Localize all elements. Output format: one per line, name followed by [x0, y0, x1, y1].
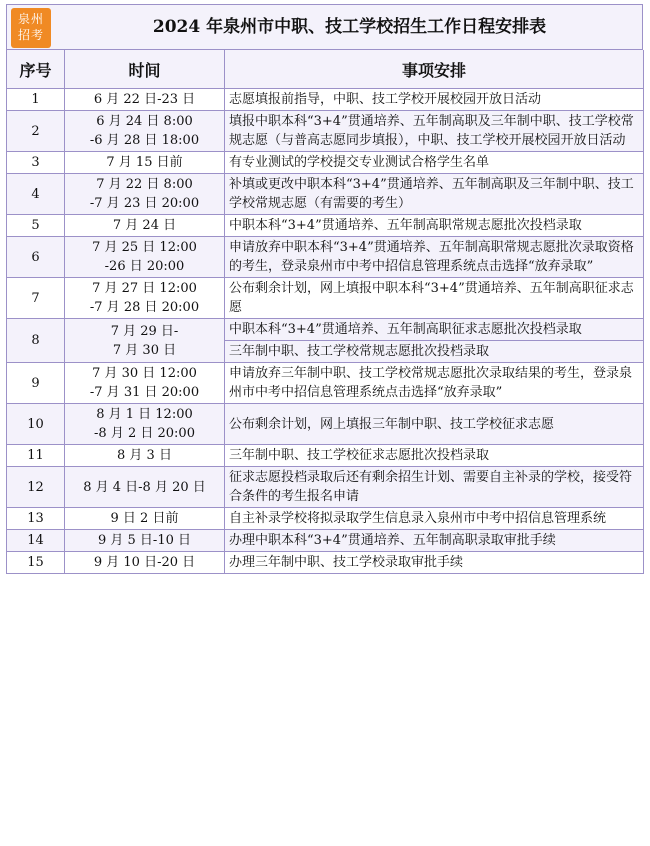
row-item: 办理三年制中职、技工学校录取审批手续: [225, 552, 644, 574]
row-time: 7 月 22 日 8:00 -7 月 23 日 20:00: [65, 174, 225, 215]
row-item: 申请放弃中职本科“3+4”贯通培养、五年制高职常规志愿批次录取资格的考生，登录泉州市中考中招信息管理系统点击选择“放弃录取”: [225, 237, 644, 278]
logo-line-2: 招考: [17, 28, 44, 42]
row-item: 申请放弃三年制中职、技工学校常规志愿批次录取结果的考生，登录泉州市中考中招信息管理系统点击选择“放弃录取”: [225, 363, 644, 404]
row-item: 中职本科“3+4”贯通培养、五年制高职征求志愿批次投档录取: [225, 319, 644, 341]
row-time: 9 月 10 日-20 日: [65, 552, 225, 574]
row-item: 三年制中职、技工学校常规志愿批次投档录取: [225, 341, 644, 363]
table-body: [7, 89, 644, 574]
table-row: [7, 89, 644, 111]
table-row: [7, 215, 644, 237]
row-item: 自主补录学校将拟录取学生信息录入泉州市中考中招信息管理系统: [225, 508, 644, 530]
table-row: [7, 111, 644, 152]
row-number: 10: [7, 404, 65, 445]
table-row: [7, 530, 644, 552]
column-header-item: 事项安排: [225, 50, 644, 89]
row-time: 8 月 1 日 12:00 -8 月 2 日 20:00: [65, 404, 225, 445]
table-row: [7, 404, 644, 445]
row-time: 9 日 2 日前: [65, 508, 225, 530]
table-row: [7, 467, 644, 508]
row-time: 7 月 29 日- 7 月 30 日: [65, 319, 225, 363]
title-bar: [6, 4, 643, 50]
row-item: 填报中职本科“3+4”贯通培养、五年制高职及三年制中职、技工学校常规志愿（与普高志愿同步填报），中职、技工学校开展校园开放日活动: [225, 111, 644, 152]
row-number: 8: [7, 319, 65, 363]
row-time: 8 月 4 日-8 月 20 日: [65, 467, 225, 508]
row-item: 办理中职本科“3+4”贯通培养、五年制高职录取审批手续: [225, 530, 644, 552]
schedule-document: [6, 4, 643, 574]
row-item: 补填或更改中职本科“3+4”贯通培养、五年制高职及三年制中职、技工学校常规志愿（有需要的考生）: [225, 174, 644, 215]
row-number: 13: [7, 508, 65, 530]
column-header-time: 时间: [65, 50, 225, 89]
row-time: 7 月 24 日: [65, 215, 225, 237]
schedule-table: [6, 50, 644, 574]
logo: [11, 8, 51, 48]
row-item: 志愿填报前指导，中职、技工学校开展校园开放日活动: [225, 89, 644, 111]
row-item: 三年制中职、技工学校征求志愿批次投档录取: [225, 445, 644, 467]
row-number: 6: [7, 237, 65, 278]
row-number: 7: [7, 278, 65, 319]
row-time: 7 月 15 日前: [65, 152, 225, 174]
column-header-no: 序号: [7, 50, 65, 89]
row-number: 14: [7, 530, 65, 552]
row-time: 8 月 3 日: [65, 445, 225, 467]
logo-line-1: 泉州: [17, 12, 44, 26]
table-row: [7, 174, 644, 215]
row-time: 9 月 5 日-10 日: [65, 530, 225, 552]
row-number: 3: [7, 152, 65, 174]
table-row: [7, 237, 644, 278]
row-time: 6 月 24 日 8:00 -6 月 28 日 18:00: [65, 111, 225, 152]
row-item: 中职本科“3+4”贯通培养、五年制高职常规志愿批次投档录取: [225, 215, 644, 237]
row-item: 有专业测试的学校提交专业测试合格学生名单: [225, 152, 644, 174]
row-number: 12: [7, 467, 65, 508]
table-row: [7, 363, 644, 404]
row-number: 5: [7, 215, 65, 237]
row-number: 1: [7, 89, 65, 111]
header-row: [7, 50, 644, 89]
row-number: 9: [7, 363, 65, 404]
row-number: 15: [7, 552, 65, 574]
row-time: 6 月 22 日-23 日: [65, 89, 225, 111]
row-number: 11: [7, 445, 65, 467]
row-number: 2: [7, 111, 65, 152]
row-time: 7 月 27 日 12:00 -7 月 28 日 20:00: [65, 278, 225, 319]
row-time: 7 月 25 日 12:00 -26 日 20:00: [65, 237, 225, 278]
row-number: 4: [7, 174, 65, 215]
table-row: [7, 278, 644, 319]
row-item: 征求志愿投档录取后还有剩余招生计划、需要自主补录的学校，接受符合条件的考生报名申请: [225, 467, 644, 508]
row-item: 公布剩余计划，网上填报中职本科“3+4”贯通培养、五年制高职征求志愿: [225, 278, 644, 319]
table-row: [7, 445, 644, 467]
row-time: 7 月 30 日 12:00 -7 月 31 日 20:00: [65, 363, 225, 404]
row-item: 公布剩余计划，网上填报三年制中职、技工学校征求志愿: [225, 404, 644, 445]
table-row: [7, 152, 644, 174]
table-row: [7, 508, 644, 530]
table-row: [7, 552, 644, 574]
page-title: 2024 年泉州市中职、技工学校招生工作日程安排表: [152, 17, 547, 37]
table-row: [7, 319, 644, 341]
